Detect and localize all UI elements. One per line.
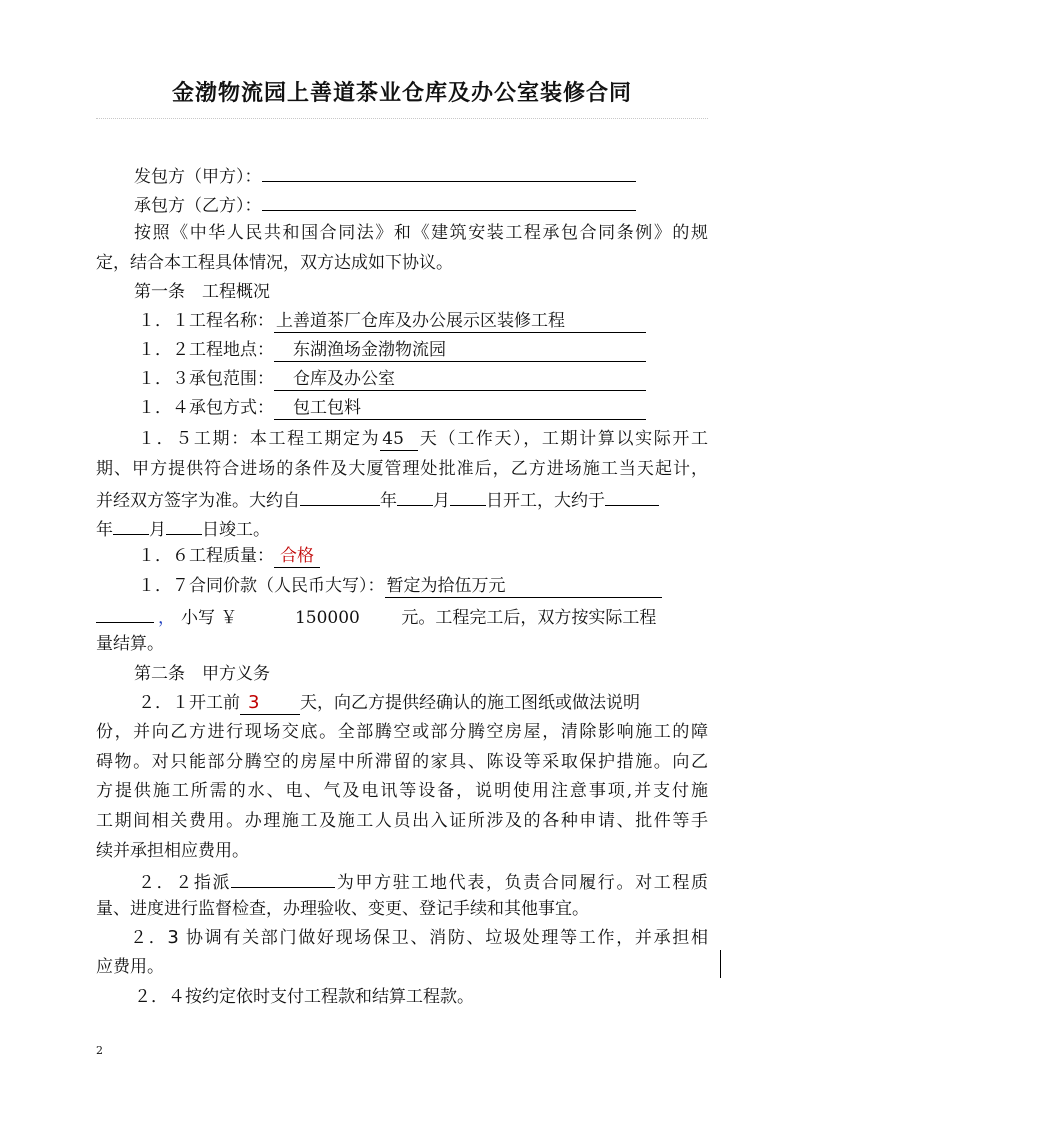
- item-2-2-line-1: [138, 869, 708, 894]
- item-2-1-line-1: [138, 692, 708, 715]
- item-2-3-line-2: 应费用。: [96, 957, 164, 977]
- item-2-4: ２．４按约定依时支付工程款和结算工程款。: [134, 987, 474, 1007]
- price-words: 暂定为拾伍万元: [385, 575, 662, 598]
- item-1-3: [138, 368, 708, 391]
- item-2-1-line-2: 份，并向乙方进行现场交底。全部腾空或部分腾空房屋，清除影响施工的障: [96, 722, 708, 742]
- year-label: 年: [380, 491, 397, 511]
- period-line-4: [96, 516, 708, 541]
- text-cursor-bar: [720, 950, 721, 978]
- end-day-blank[interactable]: [166, 516, 202, 535]
- site-representative-blank[interactable]: [231, 869, 335, 888]
- price-tail: 元。工程完工后，双方按实际工程: [401, 608, 657, 628]
- quality-label: １．６工程质量：: [138, 546, 274, 566]
- price-comma: ，: [158, 608, 175, 628]
- item-2-2-text-a: ２．２指派: [138, 873, 232, 893]
- period-line-1: [138, 428, 708, 451]
- period-line-2: 期、甲方提供符合进场的条件及大厦管理处批准后，乙方进场施工当天起计，: [96, 459, 708, 479]
- item-2-2-text-b: 为甲方驻工地代表，负责合同履行。对工程质: [335, 873, 709, 893]
- start-year-blank[interactable]: [300, 487, 380, 506]
- contractor-blank[interactable]: [262, 192, 636, 211]
- employer-blank[interactable]: [262, 163, 636, 182]
- quality-value: 合格: [274, 545, 320, 568]
- start-day-blank[interactable]: [450, 487, 486, 506]
- contract-mode-label: １．４承包方式：: [138, 398, 274, 418]
- start-month-blank[interactable]: [397, 487, 433, 506]
- project-name-value: 上善道茶厂仓库及办公展示区装修工程: [274, 310, 646, 333]
- employer-label: 发包方（甲方）：: [134, 167, 262, 187]
- item-1-6: [138, 545, 708, 568]
- item-2-3-digit: 3: [167, 927, 179, 948]
- item-2-2-line-2: 量、进度进行监督检查，办理验收、变更、登记手续和其他事宜。: [96, 899, 589, 919]
- period-start-text: 并经双方签字为准。大约自: [96, 491, 300, 511]
- end-month-blank[interactable]: [113, 516, 149, 535]
- month-label: 月: [433, 491, 450, 511]
- document-title: 金渤物流园上善道茶业仓库及办公室装修合同: [171, 81, 632, 106]
- item-2-1-line-4: 方提供施工所需的水、电、气及电讯等设备，说明使用注意事项,并支付施: [96, 781, 708, 801]
- end-month-label: 月: [149, 520, 166, 540]
- item-2-3-line-1: [130, 927, 708, 949]
- project-name-label: １．１工程名称：: [138, 311, 274, 331]
- small-amount-label: 小写 ￥: [181, 608, 238, 628]
- item-1-2: [138, 339, 708, 362]
- price-label: １．７合同价款（人民币大写）：: [138, 576, 385, 596]
- page-number: 2: [96, 1044, 103, 1057]
- item-2-3-text: 协调有关部门做好现场保卫、消防、垃圾处理等工作，并承担相: [178, 928, 709, 948]
- item-2-1-text-b: 天，向乙方提供经确认的施工图纸或做法说明: [300, 693, 640, 713]
- employer-line: [134, 163, 708, 188]
- item-1-4: [138, 397, 708, 420]
- contractor-line: [134, 192, 708, 217]
- period-line-3: [96, 487, 708, 512]
- end-day-label: 日竣工。: [202, 520, 270, 540]
- period-days: 45: [380, 428, 418, 451]
- item-2-1-line-5: 工期间相关费用。办理施工及施工人员出入证所涉及的各种申请、批件等手: [96, 811, 708, 831]
- price-line-3: 量结算。: [96, 634, 164, 654]
- contractor-label: 承包方（乙方）：: [134, 196, 262, 216]
- drawing-lead-days: 3: [240, 692, 300, 715]
- preamble-line-1: 按照《中华人民共和国合同法》和《建筑安装工程承包合同条例》的规: [134, 223, 708, 243]
- end-year-blank[interactable]: [605, 487, 659, 506]
- item-1-1: [138, 310, 708, 333]
- title-divider: [96, 118, 708, 119]
- small-amount-value: 150000: [294, 608, 360, 628]
- project-location-value: 东湖渔场金渤物流园: [274, 339, 646, 362]
- period-text-a: １．５工期：本工程工期定为: [138, 429, 381, 449]
- preamble-line-2: 定，结合本工程具体情况，双方达成如下协议。: [96, 253, 453, 273]
- item-2-1-line-3: 碍物。对只能部分腾空的房屋中所滞留的家具、陈设等采取保护措施。向乙: [96, 752, 708, 772]
- project-location-label: １．２工程地点：: [138, 340, 274, 360]
- item-2-3-number: ２．: [130, 928, 168, 948]
- contract-mode-value: 包工包料: [274, 397, 646, 420]
- article-1-heading: 第一条 工程概况: [134, 282, 270, 302]
- scope-label: １．３承包范围：: [138, 369, 274, 389]
- price-line-2: [96, 604, 708, 629]
- price-line-1: [138, 575, 708, 598]
- finish-text: 日开工，大约于: [486, 491, 605, 511]
- period-text-b: 天（工作天），工期计算以实际开工: [418, 429, 709, 449]
- scope-value: 仓库及办公室: [274, 368, 646, 391]
- item-2-1-line-6: 续并承担相应费用。: [96, 841, 249, 861]
- article-2-heading: 第二条 甲方义务: [134, 664, 270, 684]
- price-words-continued-blank: [96, 604, 154, 623]
- end-year-label: 年: [96, 520, 113, 540]
- item-2-1-text-a: ２．１开工前: [138, 693, 240, 713]
